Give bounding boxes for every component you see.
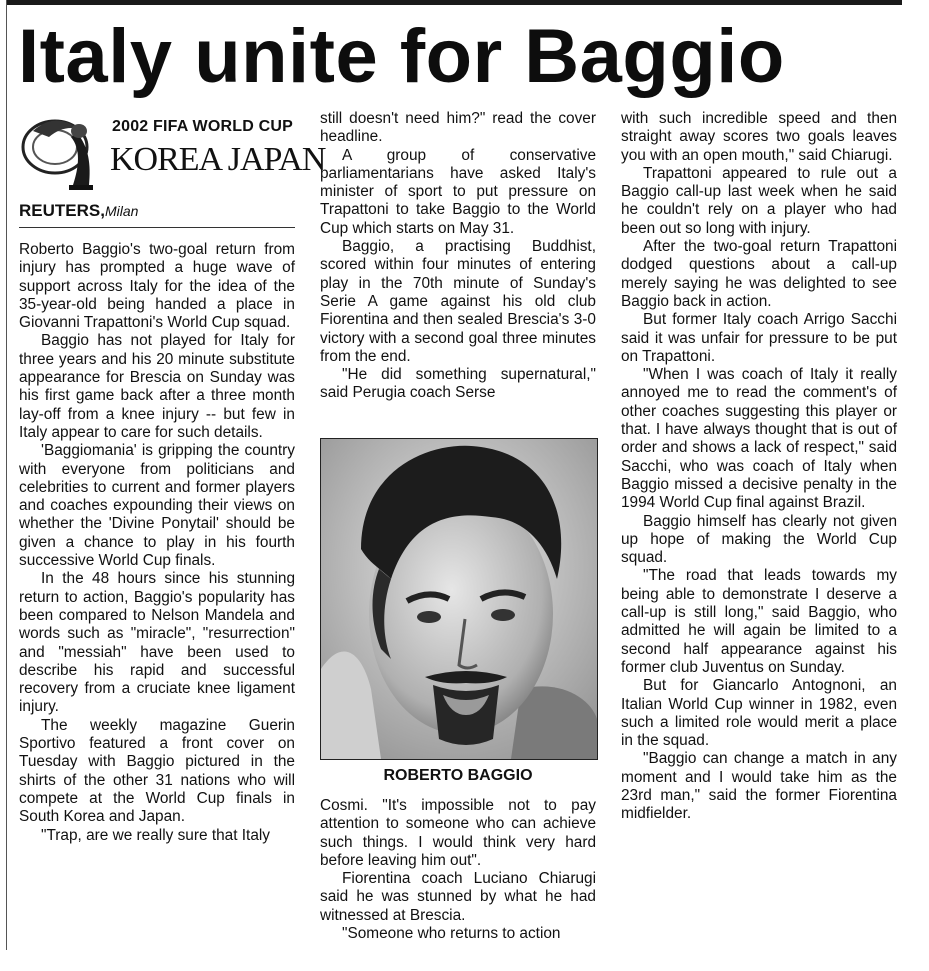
logo-line-2: KOREA JAPAN [110,141,326,178]
paragraph: Baggio, a practising Buddhist, scored within four minutes of entering play in the 70th minute of Sunday's Serie A game against his old club Fiorentina and then sealed Brescia's 3-0 victory with a second goal three minutes from the end. [320,238,596,365]
article-column-3 [621,110,897,824]
paragraph: "Trap, are we really sure that Italy [41,826,271,844]
article-column-2 [320,110,596,403]
paragraph: Cosmi. "It's impossible not to pay attention to someone who can achieve such things. I would think very hard before leaving him out". [320,797,596,869]
photo-caption: ROBERTO BAGGIO [383,767,533,784]
paragraph: "He did something supernatural," said Perugia coach Serse [320,366,596,402]
paragraph: The weekly magazine Guerin Sportivo featured a front cover on Tuesday with Baggio pictured in the shirts of the other 31 nations who will compete at the World Cup finals in South Korea and Japan. [19,716,295,826]
paragraph: Fiorentina coach Luciano Chiarugi said he was stunned by what he had witnessed at Brescia. [320,870,596,924]
paragraph: "The road that leads towards my being able to demonstrate I deserve a call-up is still long," said Baggio, who admitted he will again be limited to a second half appearance against his former club Juventus on Sunday. [621,567,897,676]
left-rule [6,0,7,950]
paragraph: But former Italy coach Arrigo Sacchi said it was unfair for pressure to be put on Trapattoni. [621,311,897,365]
world-cup-trophy-emblem-icon [19,107,105,193]
top-rule [6,0,902,5]
paragraph: A group of conservative parliamentarians have asked Italy's minister of sport to put pressure on Trapattoni to take Baggio to the World Cup which starts on May 31. [320,146,596,237]
paragraph: Trapattoni appeared to rule out a Baggio call-up last week when he said he couldn't rely on a player who had been out so long with injury. [621,164,897,237]
paragraph: "Baggio can change a match in any moment and I would take him as the 23rd man," said the former Fiorentina midfielder. [621,750,897,823]
paragraph: Baggio has not played for Italy for three years and his 20 minute substitute appearance for Brescia on Sunday was his first game back after a three month lay-off from a knee injury -- but few in Italy appear to care for such details. [19,332,295,441]
byline-city: Milan [104,203,139,219]
paragraph: with such incredible speed and then straight away scores two goals leaves you with an open mouth," said Chiarugi. [621,110,897,164]
paragraph: After the two-goal return Trapattoni dodged questions about a call-up merely saying he was delighted to see Baggio back in action. [621,238,897,310]
article-column-1 [19,241,295,845]
paragraph: still doesn't need him?" read the cover headline. [320,110,596,146]
paragraph: Roberto Baggio's two-goal return from injury has prompted a huge wave of support across Italy for the idea of the 35-year-old being handed a place in Giovanni Trapattoni's World Cup squad. [19,241,295,332]
paragraph: 'Baggiomania' is gripping the country with everyone from politicians and celebrities to current and former players and coaches expounding their views on whether the 'Divine Ponytail' should be given a chance to play in his fourth successive World Cup finals. [19,442,295,570]
logo-line-1: 2002 FIFA WORLD CUP [112,118,294,135]
portrait-image [321,439,597,759]
baggio-photo [320,438,598,760]
article-column-2-continued [320,797,596,943]
paragraph: Baggio himself has clearly not given up hope of making the World Cup squad. [621,512,897,567]
paragraph: But for Giancarlo Antognoni, an Italian World Cup winner in 1982, even such a limited role would merit a place in the squad. [621,677,897,750]
paragraph: "When I was coach of Italy it really annoyed me to read the comment's of other coaches suggesting this player or that. I have always thought that is out of order and shows a lack of respect," said Sacchi, who was coach of Italy when Baggio missed a decisive penalty in the 1994 World Cup final against Brazil. [621,366,897,512]
headline: Italy unite for Baggio [18,14,785,99]
paragraph: "Someone who returns to action [342,925,561,943]
world-cup-logo [19,107,326,193]
byline-agency: REUTERS, [19,201,105,220]
byline [19,201,295,228]
paragraph: In the 48 hours since his stunning return to action, Baggio's popularity has been compared to Nelson Mandela and words such as "miracle", "resurrection" and "messiah" have been used to describe his rapid and successful recovery from a cruciate knee ligament injury. [19,570,295,716]
